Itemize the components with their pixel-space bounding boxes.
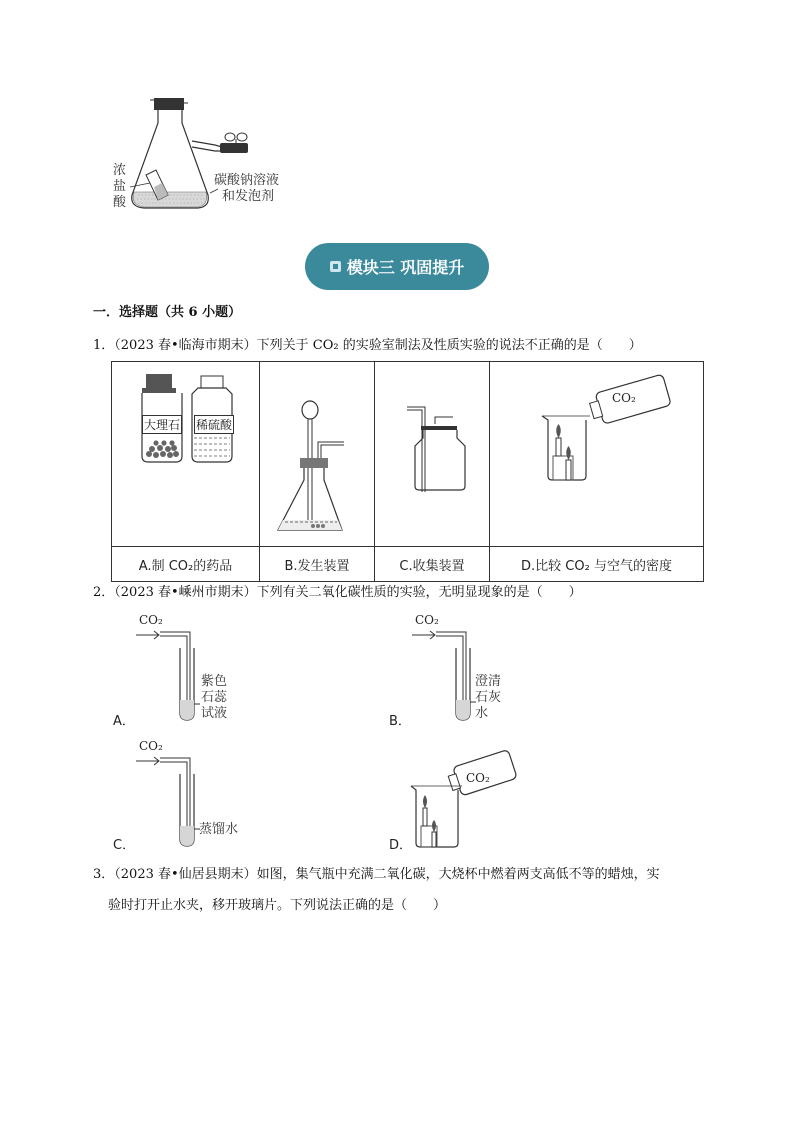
module-title: 模块三 巩固提升 — [346, 258, 465, 277]
test-tube-drawing — [386, 610, 526, 725]
q1-option-c[interactable]: C.收集装置 — [375, 547, 490, 582]
q1-option-d[interactable]: D.比较 CO₂ 与空气的密度 — [490, 547, 704, 582]
section-heading: 一．选择题（共 6 小题） — [93, 305, 242, 320]
co2-label: CO₂ — [139, 739, 163, 753]
q2-option-c[interactable] — [110, 736, 260, 851]
question-2 — [93, 584, 582, 602]
carbonate-label-line1: 碳酸钠溶液 — [214, 173, 280, 188]
reagent-label-line: 紫色 — [201, 674, 228, 689]
collection-bottle-drawing — [375, 362, 489, 542]
reagent-label — [199, 822, 238, 838]
question-3-continued — [108, 897, 446, 915]
q1-figure-d — [490, 362, 704, 547]
question-3 — [93, 866, 660, 884]
question-text-line2: 验时打开止水夹，移开玻璃片。下列说法正确的是（ ） — [108, 898, 447, 913]
hcl-label-char: 浓 — [113, 163, 127, 178]
acid-label: 稀硫酸 — [194, 415, 234, 434]
co2-bottle-label: CO₂ — [466, 771, 490, 785]
question-number: 3． — [93, 867, 115, 882]
hcl-label-char: 盐 — [113, 179, 127, 194]
q1-option-b[interactable]: B.发生装置 — [260, 547, 375, 582]
question-number: 2． — [93, 585, 115, 600]
hcl-label — [113, 163, 129, 211]
reagent-label-line: 水 — [475, 706, 489, 721]
co2-label: CO₂ — [415, 613, 439, 627]
module-icon — [330, 261, 341, 272]
option-letter: C． — [113, 838, 136, 853]
foam-flask-drawing — [110, 95, 310, 220]
reagent-label — [201, 674, 227, 722]
marble-label: 大理石 — [142, 415, 182, 434]
candle-beaker-drawing — [490, 364, 703, 544]
co2-label: CO₂ — [139, 613, 163, 627]
q2-option-d[interactable] — [386, 748, 536, 853]
q1-figure-a — [112, 362, 260, 547]
reagent-label-line: 石蕊 — [201, 690, 228, 705]
q1-option-a[interactable]: A.制 CO₂的药品 — [112, 547, 260, 582]
question-text: （2023 春•临海市期末）下列关于 CO₂ 的实验室制法及性质实验的说法不正确的是（ ） — [114, 338, 642, 353]
q2-option-b[interactable] — [386, 610, 526, 729]
module-title-banner — [305, 243, 489, 290]
option-letter: D． — [389, 838, 413, 853]
reagent-label-line: 石灰 — [475, 690, 502, 705]
q2-option-a[interactable] — [110, 610, 250, 729]
option-letter: B． — [389, 714, 411, 729]
co2-bottle-label: CO₂ — [612, 391, 636, 405]
carbonate-label-line2: 和发泡剂 — [222, 189, 275, 204]
reagent-label-line: 澄清 — [475, 674, 502, 689]
foam-flask-figure — [110, 95, 310, 220]
question-text-line1: （2023 春•仙居县期末）如图，集气瓶中充满二氧化碳，大烧杯中燃着两支高低不等的蜡烛，实 — [114, 867, 660, 882]
reagent-bottles-drawing — [112, 364, 259, 544]
q1-options-table — [111, 361, 704, 582]
q1-figure-c — [375, 362, 490, 547]
carbonate-label — [214, 173, 279, 205]
reagent-label-line: 试液 — [201, 706, 228, 721]
reagent-label-line: 蒸馏水 — [199, 822, 239, 837]
reagent-label — [475, 674, 501, 722]
q1-figure-b — [260, 362, 375, 547]
question-number: 1． — [93, 338, 115, 353]
question-text: （2023 春•嵊州市期末）下列有关二氧化碳性质的实验，无明显现象的是（ ） — [114, 585, 582, 600]
question-1 — [93, 337, 642, 355]
test-tube-drawing — [110, 610, 250, 725]
option-letter: A． — [113, 714, 135, 729]
hcl-label-char: 酸 — [113, 195, 127, 210]
generator-apparatus-drawing — [260, 362, 374, 542]
